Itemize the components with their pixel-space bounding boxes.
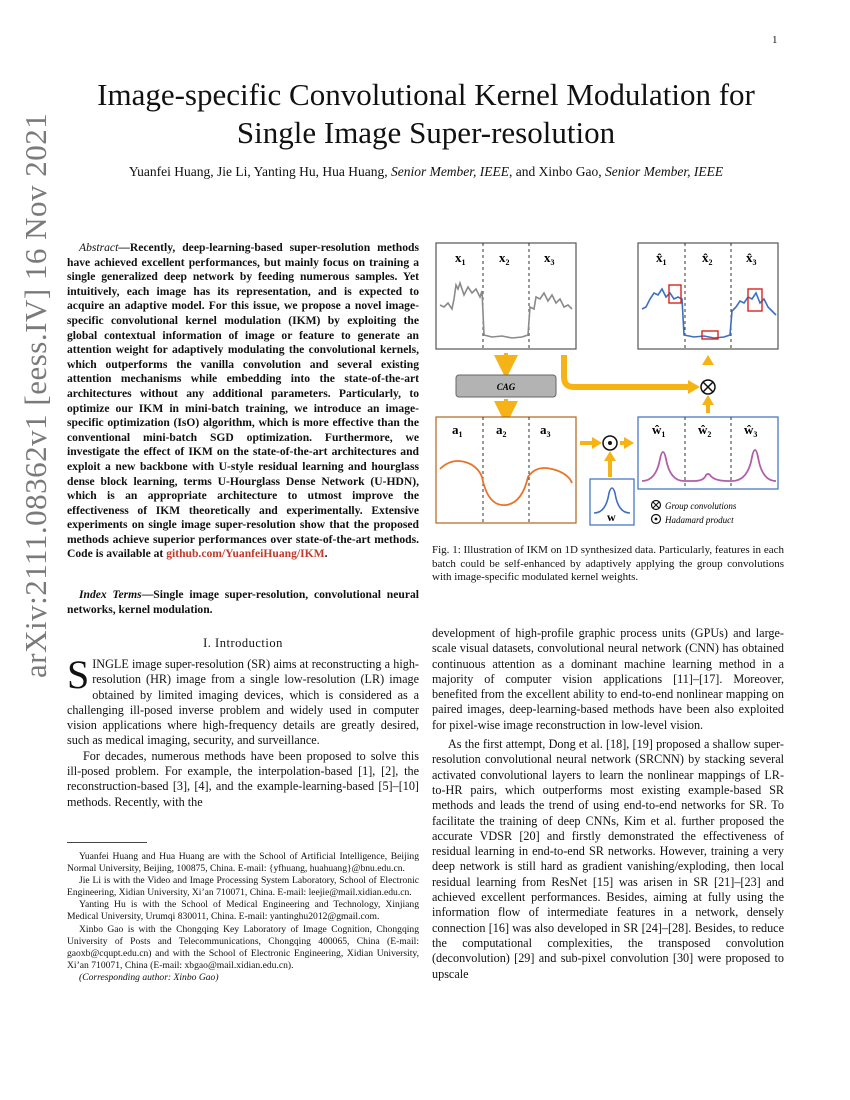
kernel-w-label: w (607, 510, 616, 524)
paper-title (50, 76, 802, 152)
intro-paragraph-2: For decades, numerous methods have been proposed to solve this ill-posed problem. For example, the interpolation-based [1], [2], the reconstruction-based [3], [4], and the example-learning-based [5]–[10] methods. Recently, with the (67, 748, 419, 809)
author-list (50, 164, 802, 180)
figure-1-caption: Fig. 1: Illustration of IKM on 1D synthesized data. Particularly, features in each batch could be self-enhanced by adaptively applying the group convolutions with image-specific modulated kernel weights. (432, 544, 784, 584)
footnotes (67, 851, 419, 984)
footnote-1: Yuanfei Huang and Hua Huang are with the School of Artificial Intelligence, Beijing Normal University, Beijing, 100875, China. E-mail: {yfhuang, huahuang}@bnu.edu.cn. (67, 851, 419, 875)
authors-mid: , and Xinbo Gao, (509, 164, 606, 179)
cag-label: CAG (496, 382, 516, 392)
x-label-2: $x_2$ (499, 250, 510, 267)
what-label-1: $ŵ_1$ (652, 422, 666, 439)
footnote-3: Yanting Hu is with the School of Medical Engineering and Technology, Xinjiang Medical University, Urumqi 830011, China. E-mail: yantinghu2012@gmail.com. (67, 899, 419, 923)
index-terms-text: —Single image super-resolution, convolutional neural networks, kernel modulation. (67, 588, 419, 616)
introduction-right-column (432, 626, 784, 982)
right-paragraph-2: As the first attempt, Dong et al. [18], [19] proposed a shallow super-resolution convolutional neural network (SRCNN) by stacking several activated convolutional layers to learn the nonlinear mappings of LR-to-HR pairs, which outperforms most existing example-based SR methods and leads the trend of using end-to-end networks for SR. To facilitate the training of deep CNNs, Kim et al. further proposed the accurate VDSR [20] and firstly demonstrated the effectiveness of residual learning in end-to-end SR networks. However, training a very deep network is still hard as gradient vanishing/exploding, then local residual learning from ResNet [15] was arisen in SR [21]–[23] and achieved excellent performances. Besides, aiming at fully using the information flow of intermediate features in a network, densely connection [16] was also developed in SR [24]–[28]. Besides, to reduce the computational complexities, the transposed convolution (deconvolution) [29] and sub-pixel convolution [30] were proposed to upscale (432, 737, 784, 981)
section-heading-introduction: I. Introduction (203, 636, 283, 650)
a-label-1: $a_1$ (452, 422, 463, 439)
abstract-text: —Recently, deep-learning-based super-resolution methods have achieved excellent performances, but mainly focus on training a single generalized deep network by feeding numerous samples. Yet intuitively, each image has its representation, and is expected to acquire an adaptive model. For this issue, we propose a novel image-specific convolutional kernel modulation (IKM) by exploiting the global contextual information of image or feature to generate an attention weight for adaptively modulating the convolutional kernels, which outperforms the vanilla convolution and several existing attention mechanisms while embedding into the state-of-the-art architectures without any additional parameters. Particularly, to optimize our IKM in mini-batch training, we introduce an image-specific optimization (IsO) algorithm, which is more effective than the conventional mini-batch SGD optimization. Furthermore, we investigate the effect of IKM on the state-of-the-art architectures and exploit a new backbone with U-style residual learning and hourglass dense block learning, terms U-Hourglass Dense Network (U-HDN), which is an appropriate architecture to utmost improve the effectiveness of IKM theoretically and experimentally. Extensive experiments on single image super-resolution show that the proposed methods achieve superior performances over state-of-the-art methods. Code is available at (67, 241, 419, 561)
footnote-4: Xinbo Gao is with the Chongqing Key Laboratory of Image Cognition, Chongqing University of Posts and Telecommunications, Chongqing 400065, China (E-mail: gaoxb@cqupt.edu.cn) and with the School of Electronic Engineering, Xidian University, Xi’an 710071, China (E-mail: xbgao@mail.xidian.edu.cn). (67, 923, 419, 971)
intro-paragraph-1: SINGLE image super-resolution (SR) aims at reconstructing a high-resolution (HR) image from a single low-resolution (LR) image obtained by limited imaging devices, which is considered as a challenging ill-posed inverse problem and widely used in computer vision applications where high-frequency details are greatly desired, such as medical imaging, security, and surveillance. (67, 652, 419, 748)
footnote-5: (Corresponding author: Xinbo Gao) (79, 971, 219, 983)
figure-1 (432, 237, 784, 533)
authors-role-1: Senior Member, IEEE (390, 164, 510, 179)
xhat-label-1: $x̂_1$ (656, 250, 667, 267)
figure-1-svg (432, 237, 784, 533)
abstract-label: Abstract (79, 241, 119, 254)
drop-cap: S (67, 652, 90, 697)
what-label-3: $ŵ_3$ (744, 422, 758, 439)
introduction-left-column (67, 652, 419, 810)
authors-role-2: Senior Member, IEEE (605, 164, 724, 179)
index-terms (67, 588, 419, 617)
arrow-x-to-groupconv (564, 355, 688, 387)
footnote-rule (67, 842, 147, 843)
code-link[interactable]: github.com/YuanfeiHuang/IKM (166, 547, 325, 561)
title-line-2: Single Image Super-resolution (236, 115, 616, 150)
right-paragraph-1: development of high-profile graphic process units (GPUs) and large-scale visual datasets, convolutional neural network (CNN) has obtained continuous attention as a dominant machine learning method in a majority of computer vision applications [11]–[17]. Moreover, benefited from the excellent ability to end-to-end nonlinear mapping on paired images, deep-learning-based methods have been also exploited for pixel-wise image reconstruction in low-level vision. (432, 626, 784, 732)
abstract (67, 241, 419, 562)
a-label-3: $a_3$ (540, 422, 551, 439)
xhat-label-3: $x̂_3$ (746, 250, 757, 267)
abstract-end: . (324, 547, 328, 561)
x-label-3: $x_3$ (544, 250, 555, 267)
xhat-label-2: $x̂_2$ (702, 250, 713, 267)
page-number: 1 (772, 34, 778, 46)
what-label-2: $ŵ_2$ (698, 422, 712, 439)
legend-hadamard-text: Hadamard product (665, 515, 734, 525)
x-label-1: $x_1$ (455, 250, 466, 267)
authors-names: Yuanfei Huang, Jie Li, Yanting Hu, Hua Huang, (128, 164, 391, 179)
a-label-2: $a_2$ (496, 422, 507, 439)
title-line-1: Image-specific Convolutional Kernel Modulation for (97, 77, 755, 112)
legend-group-text: Group convolutions (665, 501, 737, 511)
arxiv-stamp: arXiv:2111.08362v1 [eess.IV] 16 Nov 2021 (18, 112, 53, 678)
index-terms-label: Index Terms (79, 588, 142, 601)
footnote-2: Jie Li is with the Video and Image Processing System Laboratory, School of Electronic Engineering, Xidian University, Xi’an 710071, China. E-mail: leejie@mail.xidian.edu.cn. (67, 875, 419, 899)
